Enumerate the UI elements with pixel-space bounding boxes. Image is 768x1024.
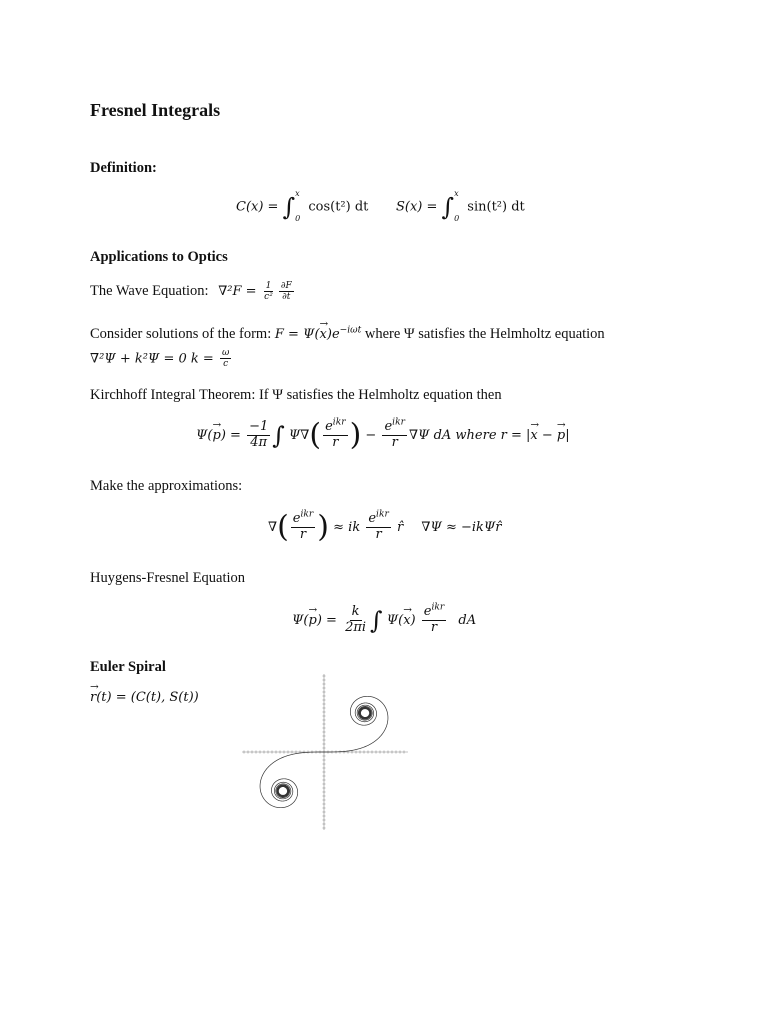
c-lhs: C(x) = — [236, 199, 279, 215]
helmholtz-equation: ∇²Ψ + k²Ψ = 0 k = $\frac{\omega}{c}$ — [90, 348, 230, 370]
wave-frac-1: $\frac{1}{\text{c²}}$ — [264, 281, 273, 303]
kirchhoff-formula: Ψ(→ p) = $\frac{-1}{4\pi}$ ∫ Ψ∇( $\frac{e^{ikr}}{r}$ ) − $\frac{e^{ikr}}{r}$ ∇Ψ dA where r = |→ x − → p| — [196, 420, 570, 451]
huygens-text: Huygens-Fresnel Equation — [90, 570, 246, 586]
consider-line — [90, 326, 605, 343]
euler-heading: Euler Spiral — [90, 659, 166, 675]
fresnel-c-formula — [236, 190, 368, 224]
c-limits: x 0 — [295, 189, 301, 223]
euler-spiral-chart — [240, 672, 410, 832]
definition-heading: Definition: — [90, 160, 157, 176]
wave-equation — [90, 281, 296, 303]
approx-frac-a: $\frac{e^{ikr}}{r}$ — [292, 509, 314, 542]
page-title: Fresnel Integrals — [90, 100, 221, 120]
approx-formula: ∇( $\frac{e^{ikr}}{r}$ ) ≈ ik $\frac{e^{ikr}}{r}$ r̂ ∇Ψ ≈ −ikΨr̂ — [268, 509, 502, 545]
kirchhoff-text: Kirchhoff Integral Theorem: If Ψ satisfies the Helmholtz equation then — [90, 387, 502, 403]
fresnel-s-formula — [396, 190, 525, 224]
wave-lhs: ∇²F = — [218, 284, 257, 300]
optics-heading: Applications to Optics — [90, 249, 228, 265]
huygens-frac: $\frac{e^{ikr}}{r}$ — [423, 602, 445, 635]
wave-label: The Wave Equation: — [90, 283, 209, 300]
s-limits: x 0 — [454, 189, 460, 223]
approx-frac-b: $\frac{e^{ikr}}{r}$ — [368, 509, 389, 542]
integral-sign-icon: ∫ — [370, 606, 383, 635]
kirchhoff-frac-a: $\frac{e^{ikr}}{r}$ — [325, 417, 346, 450]
k-frac: $\frac{\omega}{c}$ — [221, 348, 230, 370]
integral-sign-icon: ∫ — [272, 421, 285, 450]
c-integrand: cos(t²) dt — [308, 199, 369, 215]
kirchhoff-coef: $\frac{-1}{4\pi}$ — [249, 419, 269, 450]
approx-text: Make the approximations: — [90, 478, 243, 494]
s-integrand: sin(t²) dt — [467, 199, 525, 215]
consider-tail: where Ψ satisfies the Helmholtz equation — [364, 326, 605, 342]
s-lhs: S(x) = — [396, 199, 438, 215]
euler-formula: → r(t) = (C(t), S(t)) — [90, 690, 199, 705]
consider-formula: $F = \Psi(\to x)e^{-i\omega t}$ — [275, 327, 361, 342]
huygens-coef: $\frac{k}{2\pi i}$ — [345, 604, 367, 635]
kirchhoff-frac-b: $\frac{e^{ikr}}{r}$ — [384, 417, 405, 450]
consider-text: Consider solutions of the form: — [90, 326, 272, 342]
integral-sign-icon: ∫ — [441, 192, 455, 221]
integral-sign-icon: ∫ — [282, 192, 296, 221]
wave-frac-2: $\frac{\partial F}{\partial t}$ — [280, 281, 292, 303]
huygens-formula: Ψ(→ p) = $\frac{k}{2\pi i}$ ∫ Ψ(→ x) $\frac{e^{ikr}}{r}$ dA — [292, 605, 476, 636]
